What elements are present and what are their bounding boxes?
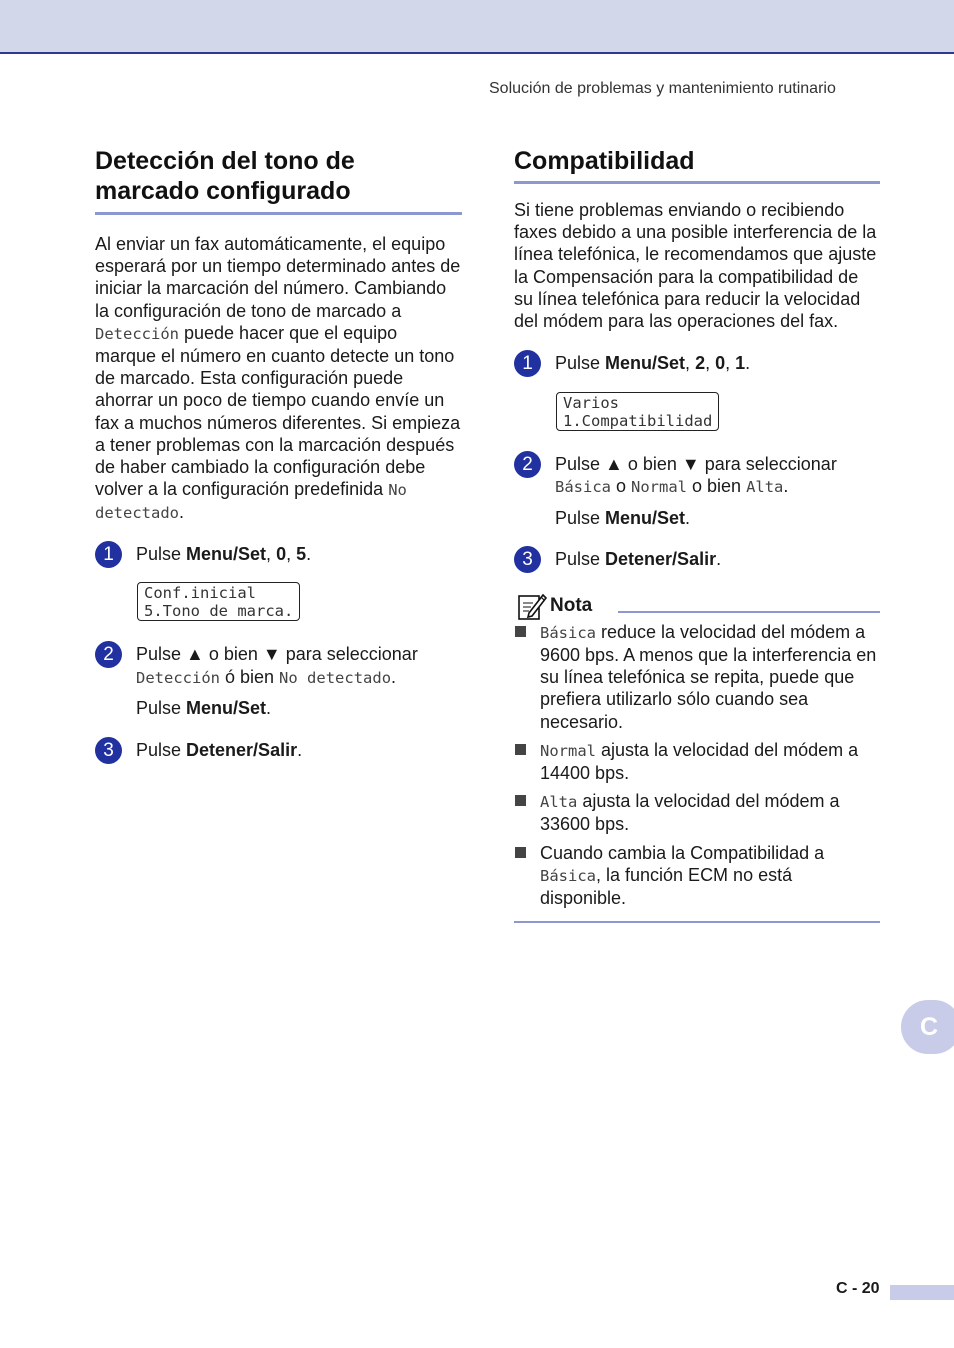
setting-value: Normal: [631, 478, 688, 497]
key-name: Detener/Salir: [605, 549, 717, 570]
intro-paragraph: [95, 233, 462, 525]
left-column: [95, 146, 462, 761]
step-text: o bien: [687, 476, 747, 497]
note-title: Nota: [550, 594, 593, 616]
step-text: o bien: [622, 453, 682, 474]
step-text: Pulse: [136, 644, 187, 665]
lcd-line-2: 1.Compatibilidad: [563, 411, 713, 430]
running-header: Solución de problemas y mantenimiento rutinario: [489, 80, 836, 97]
step-number-badge: 3: [514, 546, 541, 573]
setting-value: Básica: [540, 866, 596, 885]
heading-line-2: marcado configurado: [95, 177, 351, 205]
step-number-badge: 1: [95, 541, 122, 568]
square-bullet-icon: [515, 626, 526, 637]
separator: ,: [266, 543, 277, 564]
separator: .: [391, 666, 397, 687]
note-rule: [618, 611, 880, 613]
key-name: 5: [296, 543, 307, 564]
right-column: [514, 146, 880, 923]
setting-value: No detectado: [279, 668, 392, 687]
section-heading: Compatibilidad: [514, 147, 695, 175]
top-header-bar: [0, 0, 954, 54]
footer-bar: [890, 1285, 954, 1300]
key-name: Detener/Salir: [186, 739, 298, 760]
lcd-display: [137, 582, 300, 621]
lcd-line-2: 5.Tono de marca.: [144, 602, 294, 621]
separator: .: [685, 507, 691, 528]
key-name: Menu/Set: [605, 507, 686, 528]
para-text-b: puede hacer que el equipo marque el número en cuanto detecte un tono de marcado. Esta configuración puede ahorrar un poco de tiempo cuando envíe un fax a muchos números diferentes. Si empieza a tener problemas con la marcación después de haber cambiado la configuración debe volver a la configuración predefinida: [95, 322, 461, 500]
key-name: Menu/Set: [605, 353, 686, 374]
separator: .: [306, 543, 312, 564]
step-text: Pulse: [136, 543, 187, 564]
setting-value: Básica: [555, 478, 611, 497]
key-name: 0: [276, 543, 287, 564]
up-arrow-icon: ▲: [186, 644, 204, 665]
note-text: Cuando cambia la Compatibilidad a: [540, 842, 825, 863]
setting-value: Normal: [540, 741, 596, 760]
step-text: Pulse: [555, 453, 606, 474]
separator: .: [716, 549, 722, 570]
key-name: Menu/Set: [186, 698, 267, 719]
separator: .: [266, 698, 272, 719]
step-2-sub: [555, 507, 880, 530]
step-text: Pulse: [555, 507, 606, 528]
step-number-badge: 2: [95, 641, 122, 668]
step-number-badge: 1: [514, 350, 541, 377]
step-text: para seleccionar: [699, 453, 837, 474]
list-item: [514, 842, 880, 910]
separator: ,: [725, 353, 736, 374]
step-text: o: [611, 476, 632, 497]
note-list: [514, 621, 880, 909]
note-text: reduce la velocidad del módem a 9600 bps. A menos que la interferencia en su línea telefónica se repita, puede que prefiera utilizarlo sólo cuando sea necesario.: [540, 621, 877, 732]
heading-rule: [514, 181, 880, 184]
note-text: , la función ECM no está disponible.: [540, 864, 793, 908]
page-number: C - 20: [836, 1280, 880, 1297]
heading-line-1: Detección del tono de: [95, 147, 355, 175]
step-2-sub: [136, 697, 462, 720]
step-text: Pulse: [555, 549, 606, 570]
lcd-line-1: Varios: [563, 393, 619, 412]
step-3: [514, 548, 880, 571]
setting-value: Alta: [540, 793, 578, 812]
step-2: [514, 453, 880, 530]
square-bullet-icon: [515, 744, 526, 755]
step-text: ó bien: [220, 666, 280, 687]
list-item: [514, 739, 880, 784]
note-end-rule: [514, 921, 880, 923]
lcd-wrapper: [137, 582, 462, 621]
step-number-badge: 2: [514, 451, 541, 478]
square-bullet-icon: [515, 795, 526, 806]
separator: ,: [286, 543, 297, 564]
para-text-a: Al enviar un fax automáticamente, el equipo esperará por un tiempo determinado antes de iniciar la marcación del número. Cambiando la configuración de tono de marcado a: [95, 234, 461, 321]
lcd-display: [556, 392, 719, 431]
para-text-c: .: [179, 502, 185, 523]
up-arrow-icon: ▲: [605, 453, 623, 474]
step-text: o bien: [203, 644, 263, 665]
step-1: [95, 543, 462, 566]
note-text: ajusta la velocidad del módem a 14400 bps.: [540, 739, 859, 783]
setting-value: Alta: [746, 478, 784, 497]
step-2: [95, 643, 462, 720]
step-number-badge: 3: [95, 737, 122, 764]
down-arrow-icon: ▼: [681, 453, 700, 474]
key-name: 1: [735, 353, 746, 374]
list-item: [514, 621, 880, 733]
step-text: Pulse: [136, 698, 187, 719]
setting-value: Básica: [540, 623, 596, 642]
key-name: Menu/Set: [186, 543, 267, 564]
setting-value: Detección: [95, 324, 179, 343]
separator: .: [297, 739, 303, 760]
separator: ,: [685, 353, 696, 374]
key-name: 0: [715, 353, 726, 374]
separator: ,: [705, 353, 716, 374]
separator: .: [745, 353, 751, 374]
step-text: Pulse: [555, 353, 606, 374]
step-1: [514, 352, 880, 375]
setting-value: No detectado: [95, 481, 407, 523]
step-text: para seleccionar: [280, 644, 418, 665]
square-bullet-icon: [515, 847, 526, 858]
compat-paragraph: Si tiene problemas enviando o recibiendo faxes debido a una posible interferencia de la línea telefónica, le recomendamos que ajuste la Compensación para la compatibilidad de su línea telefónica para reducir la velocidad del módem para las operaciones del fax.: [514, 200, 877, 332]
down-arrow-icon: ▼: [262, 644, 281, 665]
note-text: ajusta la velocidad del módem a 33600 bps.: [540, 791, 840, 835]
key-name: 2: [695, 353, 706, 374]
list-item: [514, 790, 880, 835]
note-header: [514, 591, 880, 621]
section-heading: [95, 146, 462, 206]
heading-rule: [95, 212, 462, 215]
lcd-line-1: Conf.inicial: [144, 584, 256, 603]
chapter-tab: C: [901, 1000, 954, 1054]
setting-value: Detección: [136, 668, 220, 687]
separator: .: [783, 476, 789, 497]
step-text: Pulse: [136, 739, 187, 760]
step-3: [95, 739, 462, 762]
lcd-wrapper: [556, 392, 880, 431]
